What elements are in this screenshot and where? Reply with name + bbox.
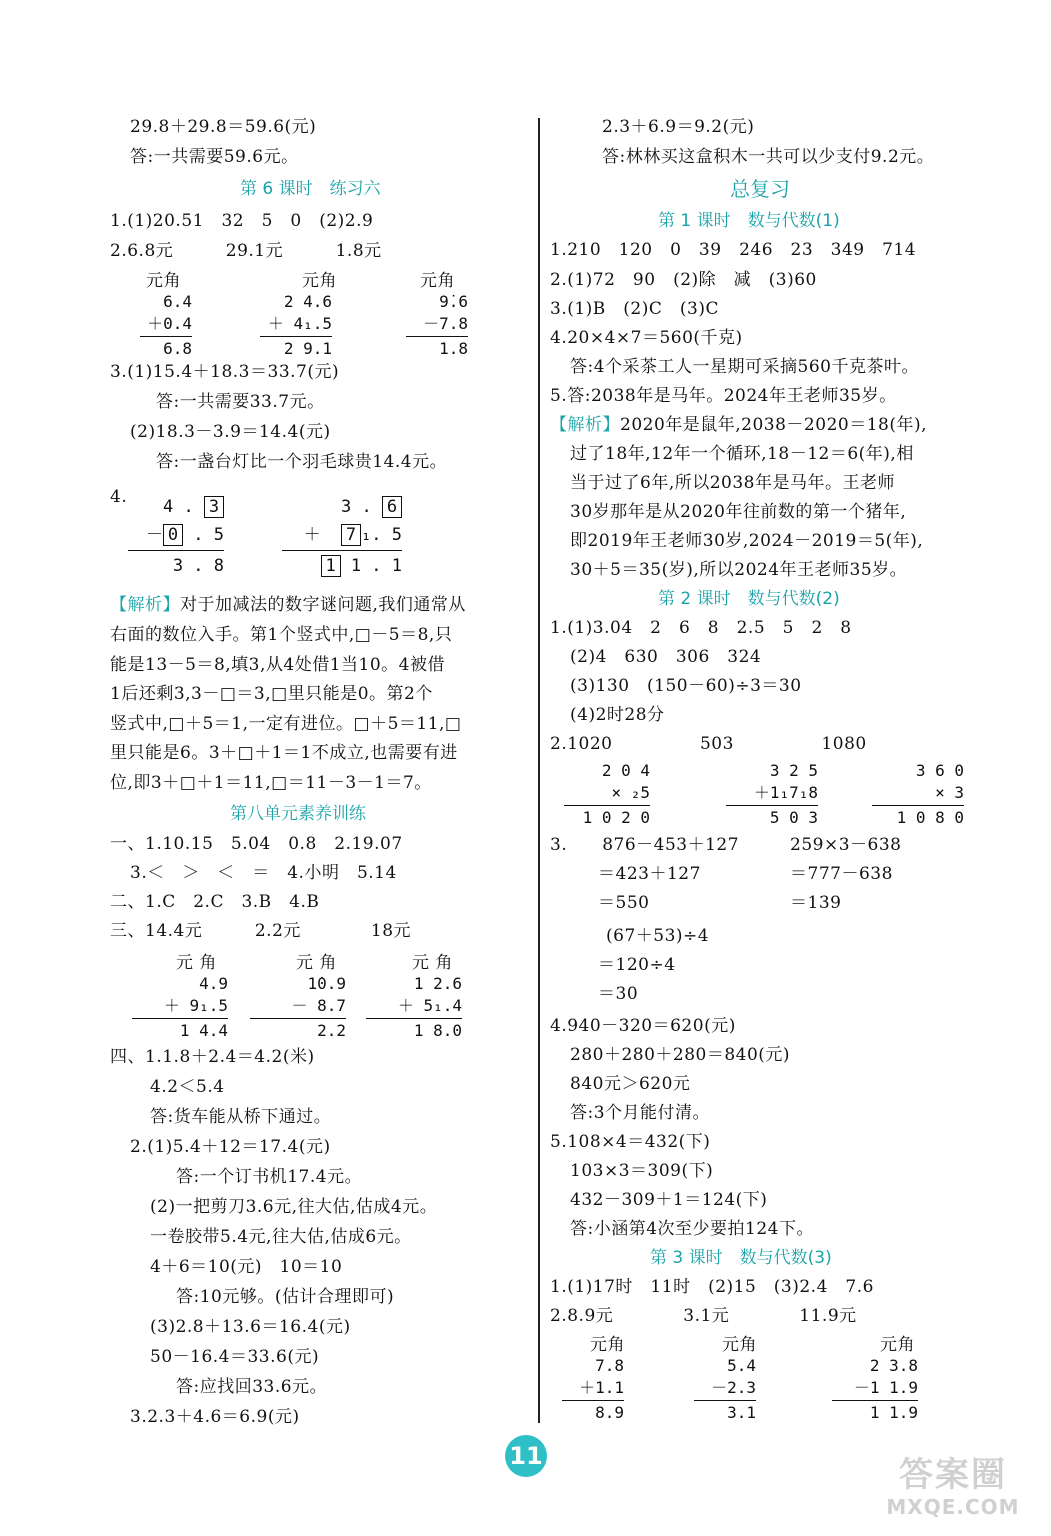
calc-rule bbox=[250, 1018, 346, 1019]
calc-row: 4.9 bbox=[199, 974, 228, 993]
calc-result: 8.9 bbox=[595, 1403, 624, 1422]
calc-row: 5.4 bbox=[727, 1356, 756, 1375]
analysis-line: 里只能是6。3＋□＋1＝1不成立,也需要有进 bbox=[110, 743, 458, 763]
calc-rule bbox=[260, 336, 332, 337]
question-4-label: 4. bbox=[110, 487, 128, 507]
watermark-logo bbox=[878, 1455, 1028, 1525]
calc-row: × 3 bbox=[935, 783, 964, 802]
question-3: 3. 876－453＋127 bbox=[550, 835, 740, 855]
text-line: 一、1.10.15 5.04 0.8 2.19.07 bbox=[110, 834, 403, 854]
text-line: ＝777－638 bbox=[790, 864, 893, 884]
calc-result: 2 9.1 bbox=[283, 339, 332, 358]
answer-line: 答:10元够。(估计合理即可) bbox=[176, 1287, 395, 1307]
calc-row: ＋1.1 bbox=[579, 1378, 624, 1397]
answer-box: 6 bbox=[382, 496, 402, 518]
question-1: 1.(1)17时 11时 (2)15 (3)2.4 7.6 bbox=[550, 1277, 874, 1297]
column-divider bbox=[538, 118, 540, 1423]
calc-row: ＋0.4 bbox=[147, 314, 192, 333]
text-line: ＝120÷4 bbox=[598, 955, 676, 975]
calc-row: ＋1₁7₁8 bbox=[753, 783, 818, 802]
calc-result: 1 8.0 bbox=[413, 1021, 462, 1040]
calc-row: ＋ 5₁.4 bbox=[397, 996, 462, 1015]
calc-result: 1 0 2 0 bbox=[582, 808, 650, 827]
answer-line: 答:4个采茶工人一星期可采摘560千克茶叶。 bbox=[570, 357, 919, 377]
answer-box: 7 bbox=[341, 524, 361, 546]
calc-row: －2.3 bbox=[711, 1378, 756, 1397]
answer-line: 答:小涵第4次至少要拍124下。 bbox=[570, 1219, 814, 1239]
answer-line: 答:货车能从桥下通过。 bbox=[150, 1107, 332, 1127]
unit-header: 元角 bbox=[302, 271, 337, 291]
analysis-line: 位,即3＋□＋1＝11,□＝11－3－1＝7。 bbox=[110, 773, 432, 793]
question-3: 3.(1)B (2)C (3)C bbox=[550, 299, 719, 319]
calc-rule bbox=[694, 1400, 756, 1401]
calc-result: 6.8 bbox=[163, 339, 192, 358]
text-line: 四、1.1.8＋2.4＝4.2(米) bbox=[110, 1047, 315, 1067]
text-line: 二、1.C 2.C 3.B 4.B bbox=[110, 892, 320, 912]
vertical-calc bbox=[872, 760, 964, 829]
operator: － bbox=[146, 525, 164, 545]
section-heading: 第 6 课时 练习六 bbox=[240, 179, 381, 199]
watermark-text: 答案圈 bbox=[899, 1455, 1007, 1495]
text-line: 103×3＝309(下) bbox=[570, 1161, 714, 1181]
analysis-label: 【解析】 bbox=[550, 415, 620, 435]
analysis-line: 右面的数位入手。第1个竖式中,□－5＝8,只 bbox=[110, 625, 453, 645]
calc-result: 1.8 bbox=[439, 339, 468, 358]
digit: 4 bbox=[163, 497, 174, 517]
answer-line: 答:一共需要33.7元。 bbox=[156, 392, 325, 412]
answer-box: 3 bbox=[204, 496, 224, 518]
section-heading: 第 3 课时 数与代数(3) bbox=[650, 1248, 832, 1268]
calc-row: 2 0 4 bbox=[601, 761, 650, 780]
text-line: 280＋280＋280＝840(元) bbox=[570, 1045, 791, 1065]
text-line: ＝139 bbox=[790, 893, 842, 913]
calc-row: × ₂5 bbox=[611, 783, 650, 802]
text-line: (2)18.3－3.9＝14.4(元) bbox=[130, 422, 331, 442]
analysis-line: 竖式中,□＋5＝1,一定有进位。□＋5＝11,□ bbox=[110, 714, 462, 734]
text-line: (2)一把剪刀3.6元,往大估,估成4元。 bbox=[150, 1197, 438, 1217]
calc-row: － 8.7 bbox=[291, 996, 346, 1015]
analysis-line: 即2019年王老师30岁,2024－2019＝5(年), bbox=[570, 531, 924, 551]
calc-rule bbox=[366, 1018, 462, 1019]
analysis-line: 1后还剩3,3－□＝3,□里只能是0。第2个 bbox=[110, 684, 433, 704]
calc-row: 7.8 bbox=[595, 1356, 624, 1375]
calc-rule bbox=[832, 1400, 918, 1401]
text-line: 2.3＋6.9＝9.2(元) bbox=[602, 117, 755, 137]
calc-rule bbox=[726, 805, 818, 806]
calc-rule bbox=[282, 550, 402, 551]
analysis-line: 【解析】对于加减法的数字谜问题,我们通常从 bbox=[110, 595, 466, 615]
vertical-calc bbox=[832, 1355, 918, 1424]
text-line: 3.2.3＋4.6＝6.9(元) bbox=[130, 1407, 300, 1427]
page-number: 11 bbox=[505, 1435, 547, 1477]
vertical-calc bbox=[140, 291, 192, 360]
answer-line: 答:林林买这盒积木一共可以少支付9.2元。 bbox=[602, 147, 935, 167]
vertical-calc bbox=[260, 291, 332, 360]
calc-rule bbox=[564, 805, 650, 806]
question-5: 5.答:2038年是马年。2024年王老师35岁。 bbox=[550, 386, 897, 406]
digit: ₁. 5 bbox=[361, 525, 402, 545]
question-2: 2.6.8元 29.1元 1.8元 bbox=[110, 241, 382, 261]
question-1: 1.(1)20.51 32 5 0 (2)2.9 bbox=[110, 211, 374, 231]
section-heading: 第八单元素养训练 bbox=[230, 804, 366, 824]
unit-header: 元角 bbox=[880, 1335, 915, 1355]
analysis-line: 当于过了6年,所以2038年是马年。王老师 bbox=[570, 473, 895, 493]
question-2: 2.8.9元 3.1元 11.9元 bbox=[550, 1306, 857, 1326]
digit: 3 bbox=[341, 497, 352, 517]
calc-rule bbox=[128, 550, 224, 551]
vertical-calc bbox=[694, 1355, 756, 1424]
calc-row: －1 1.9 bbox=[853, 1378, 918, 1397]
calc-row: 3 2 5 bbox=[769, 761, 818, 780]
vertical-calc bbox=[726, 760, 818, 829]
text-line: ＝30 bbox=[598, 984, 639, 1004]
section-heading: 第 2 课时 数与代数(2) bbox=[658, 589, 840, 609]
text-line: 432－309＋1＝124(下) bbox=[570, 1190, 768, 1210]
text-line: 4＋6＝10(元) 10＝10 bbox=[150, 1257, 343, 1277]
calc-rule bbox=[132, 1018, 228, 1019]
text-line: (4)2时28分 bbox=[570, 705, 665, 725]
analysis-line: 能是13－5＝8,填3,从4处借1当10。4被借 bbox=[110, 655, 445, 675]
question-2: 2.(1)72 90 (2)除 减 (3)60 bbox=[550, 270, 817, 290]
calc-row: 2 4.6 bbox=[283, 292, 332, 311]
question-2: 2.1020 503 1080 bbox=[550, 734, 867, 754]
digit-puzzle: 3 . 6 ＋ 7 ₁. 5 1 1 . 1 bbox=[282, 493, 402, 580]
calc-rule bbox=[406, 336, 468, 337]
text-line: 3.＜ ＞ ＜ ＝ 4.小明 5.14 bbox=[130, 863, 397, 883]
vertical-calc bbox=[562, 1355, 624, 1424]
calc-rule bbox=[872, 805, 964, 806]
vertical-calc bbox=[366, 973, 462, 1042]
calc-result: 3 . 8 bbox=[172, 556, 224, 576]
text-line: (3)130 (150－60)÷3＝30 bbox=[570, 676, 802, 696]
analysis-line: 过了18年,12年一个循环,18－12＝6(年),相 bbox=[570, 444, 914, 464]
text-line: 4.2＜5.4 bbox=[150, 1077, 225, 1097]
text-line: 2.(1)5.4＋12＝17.4(元) bbox=[130, 1137, 331, 1157]
calc-rule bbox=[140, 336, 192, 337]
calc-result: 1 4.4 bbox=[179, 1021, 228, 1040]
text-line: 三、14.4元 2.2元 18元 bbox=[110, 921, 412, 941]
calc-row: ＋ 4₁.5 bbox=[267, 314, 332, 333]
section-heading: 第 1 课时 数与代数(1) bbox=[658, 211, 840, 231]
question-1: 1.(1)3.04 2 6 8 2.5 5 2 8 bbox=[550, 618, 852, 638]
answer-line: 答:一盏台灯比一个羽毛球贵14.4元。 bbox=[156, 452, 448, 472]
question-5: 5.108×4＝432(下) bbox=[550, 1132, 711, 1152]
answer-line: 答:一个订书机17.4元。 bbox=[176, 1167, 363, 1187]
text-line: 259×3－638 bbox=[790, 835, 902, 855]
vertical-calc bbox=[250, 973, 346, 1042]
unit-header: 元 角 bbox=[412, 953, 453, 973]
section-title: 总复习 bbox=[730, 177, 790, 201]
calc-result: 5 0 3 bbox=[769, 808, 818, 827]
calc-result: 3.1 bbox=[727, 1403, 756, 1422]
text-line: (67＋53)÷4 bbox=[606, 926, 710, 946]
calc-result: 1 0 8 0 bbox=[896, 808, 964, 827]
calc-row: －7.8 bbox=[423, 314, 468, 333]
operator: ＋ bbox=[303, 525, 321, 545]
text-line: (2)4 630 306 324 bbox=[570, 647, 762, 667]
text-line: 29.8＋29.8＝59.6(元) bbox=[130, 117, 317, 137]
text-line: ＝423＋127 bbox=[598, 864, 701, 884]
text-line: 840元＞620元 bbox=[570, 1074, 691, 1094]
text-line: 一卷胶带5.4元,往大估,估成6元。 bbox=[150, 1227, 412, 1247]
answer-line: 答:3个月能付清。 bbox=[570, 1103, 711, 1123]
unit-header: 元角 bbox=[590, 1335, 625, 1355]
calc-result: 1 . 1 bbox=[350, 556, 402, 576]
calc-row: 2 3.8 bbox=[869, 1356, 918, 1375]
answer-box: 1 bbox=[321, 555, 341, 577]
calc-row: 6.4 bbox=[163, 292, 192, 311]
vertical-calc bbox=[406, 291, 468, 360]
vertical-calc bbox=[132, 973, 228, 1042]
calc-row: 3 6 0 bbox=[915, 761, 964, 780]
question-1: 1.210 120 0 39 246 23 349 714 bbox=[550, 240, 917, 260]
calc-row: 1 2.6 bbox=[413, 974, 462, 993]
calc-result: 2.2 bbox=[317, 1021, 346, 1040]
analysis-line: 【解析】2020年是鼠年,2038－2020＝18(年), bbox=[550, 415, 927, 435]
unit-header: 元 角 bbox=[296, 953, 337, 973]
analysis-label: 【解析】 bbox=[110, 595, 180, 615]
calc-row: 1̇0.9 bbox=[307, 974, 346, 993]
calc-rule bbox=[562, 1400, 624, 1401]
answer-line: 答:一共需要59.6元。 bbox=[130, 147, 299, 167]
unit-header: 元 角 bbox=[176, 953, 217, 973]
question-4: 4.20×4×7＝560(千克) bbox=[550, 328, 743, 348]
unit-header: 元角 bbox=[146, 271, 181, 291]
answer-line: 答:应找回33.6元。 bbox=[176, 1377, 328, 1397]
analysis-line: 30＋5＝35(岁),所以2024年王老师35岁。 bbox=[570, 560, 908, 580]
watermark-url: MXQE.COM bbox=[886, 1495, 1020, 1519]
digit: 5 bbox=[213, 525, 224, 545]
unit-header: 元角 bbox=[722, 1335, 757, 1355]
calc-result: 1 1.9 bbox=[869, 1403, 918, 1422]
text-line: (3)2.8＋13.6＝16.4(元) bbox=[150, 1317, 351, 1337]
calc-row: ＋ 9₁.5 bbox=[163, 996, 228, 1015]
question-3: 3.(1)15.4＋18.3＝33.7(元) bbox=[110, 362, 340, 382]
digit-puzzle: 4 . 3 － 0 . 5 3 . 8 bbox=[128, 493, 224, 580]
text-line: ＝550 bbox=[598, 893, 650, 913]
analysis-line: 30岁那年是从2020年往前数的第一个猪年, bbox=[570, 502, 907, 522]
answer-box: 0 bbox=[163, 524, 183, 546]
calc-row: 9̇.6 bbox=[439, 292, 468, 311]
text-line: 50－16.4＝33.6(元) bbox=[150, 1347, 320, 1367]
question-4: 4.940－320＝620(元) bbox=[550, 1016, 736, 1036]
unit-header: 元角 bbox=[420, 271, 455, 291]
vertical-calc bbox=[564, 760, 650, 829]
